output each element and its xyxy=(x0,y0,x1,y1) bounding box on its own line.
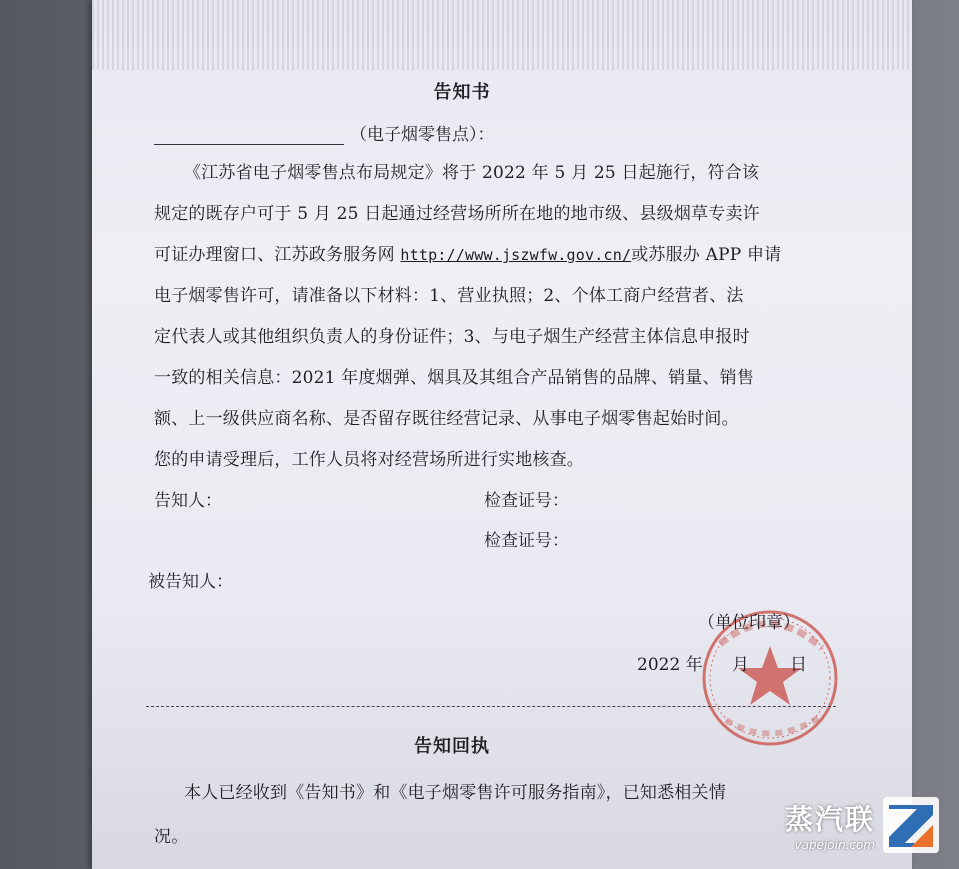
service-url-link[interactable]: http://www.jszwfw.gov.cn/ xyxy=(400,246,632,264)
date-month: 月 xyxy=(732,655,749,675)
notice-title: 告知书 xyxy=(433,82,491,103)
seal-label: （单位印章） xyxy=(698,613,800,633)
receipt-line-1: 本人已经收到《告知书》和《电子烟零售许可服务指南》，已知悉相关情 xyxy=(184,783,726,803)
receipt-line-2: 况。 xyxy=(154,827,189,847)
body-line-2: 规定的既存户可于 5 月 25 日起通过经营场所所在地的地市级、县级烟草专卖许 xyxy=(154,204,760,224)
notifier-label: 告知人： xyxy=(154,491,222,511)
cut-line-divider xyxy=(146,706,836,707)
watermark-brand: 蒸汽联 xyxy=(784,803,875,836)
document-paper xyxy=(92,0,912,869)
addressee-line xyxy=(154,120,495,145)
watermark-url: vapejoin.com xyxy=(794,838,875,852)
body-line-3-head: 可证办理窗口、江苏政务服务网 xyxy=(154,245,401,265)
notified-label: 被告知人： xyxy=(148,572,233,592)
watermark-text xyxy=(785,798,875,852)
body-line-3-tail: 或苏服办 APP 申请 xyxy=(631,245,782,265)
body-line-8: 您的申请受理后，工作人员将对经营场所进行实地核查。 xyxy=(154,450,584,470)
body-line-3 xyxy=(154,240,781,265)
body-line-5: 定代表人或其他组织负责人的身份证件；3、与电子烟生产经营主体信息申报时 xyxy=(154,327,750,347)
date-year: 2022 年 xyxy=(637,655,703,675)
addressee-suffix: （电子烟零售点）： xyxy=(350,125,495,145)
body-line-7: 额、上一级供应商名称、是否留存既往经营记录、从事电子烟零售起始时间。 xyxy=(154,409,739,429)
watermark xyxy=(785,795,941,855)
receipt-title: 告知回执 xyxy=(414,736,490,757)
inspection-number-label-1: 检查证号： xyxy=(484,491,569,511)
vapejoin-logo-icon xyxy=(881,795,941,855)
inspection-number-label-2: 检查证号： xyxy=(484,531,569,551)
addressee-blank xyxy=(154,126,344,145)
date-day: 日 xyxy=(790,655,807,675)
body-line-1: 《江苏省电子烟零售点布局规定》将于 2022 年 5 月 25 日起施行，符合该 xyxy=(184,163,760,183)
body-line-6: 一致的相关信息：2021 年度烟弹、烟具及其组合产品销售的品牌、销量、销售 xyxy=(154,368,755,388)
body-line-4: 电子烟零售许可，请准备以下材料：1、营业执照；2、个体工商户经营者、法 xyxy=(154,286,744,306)
